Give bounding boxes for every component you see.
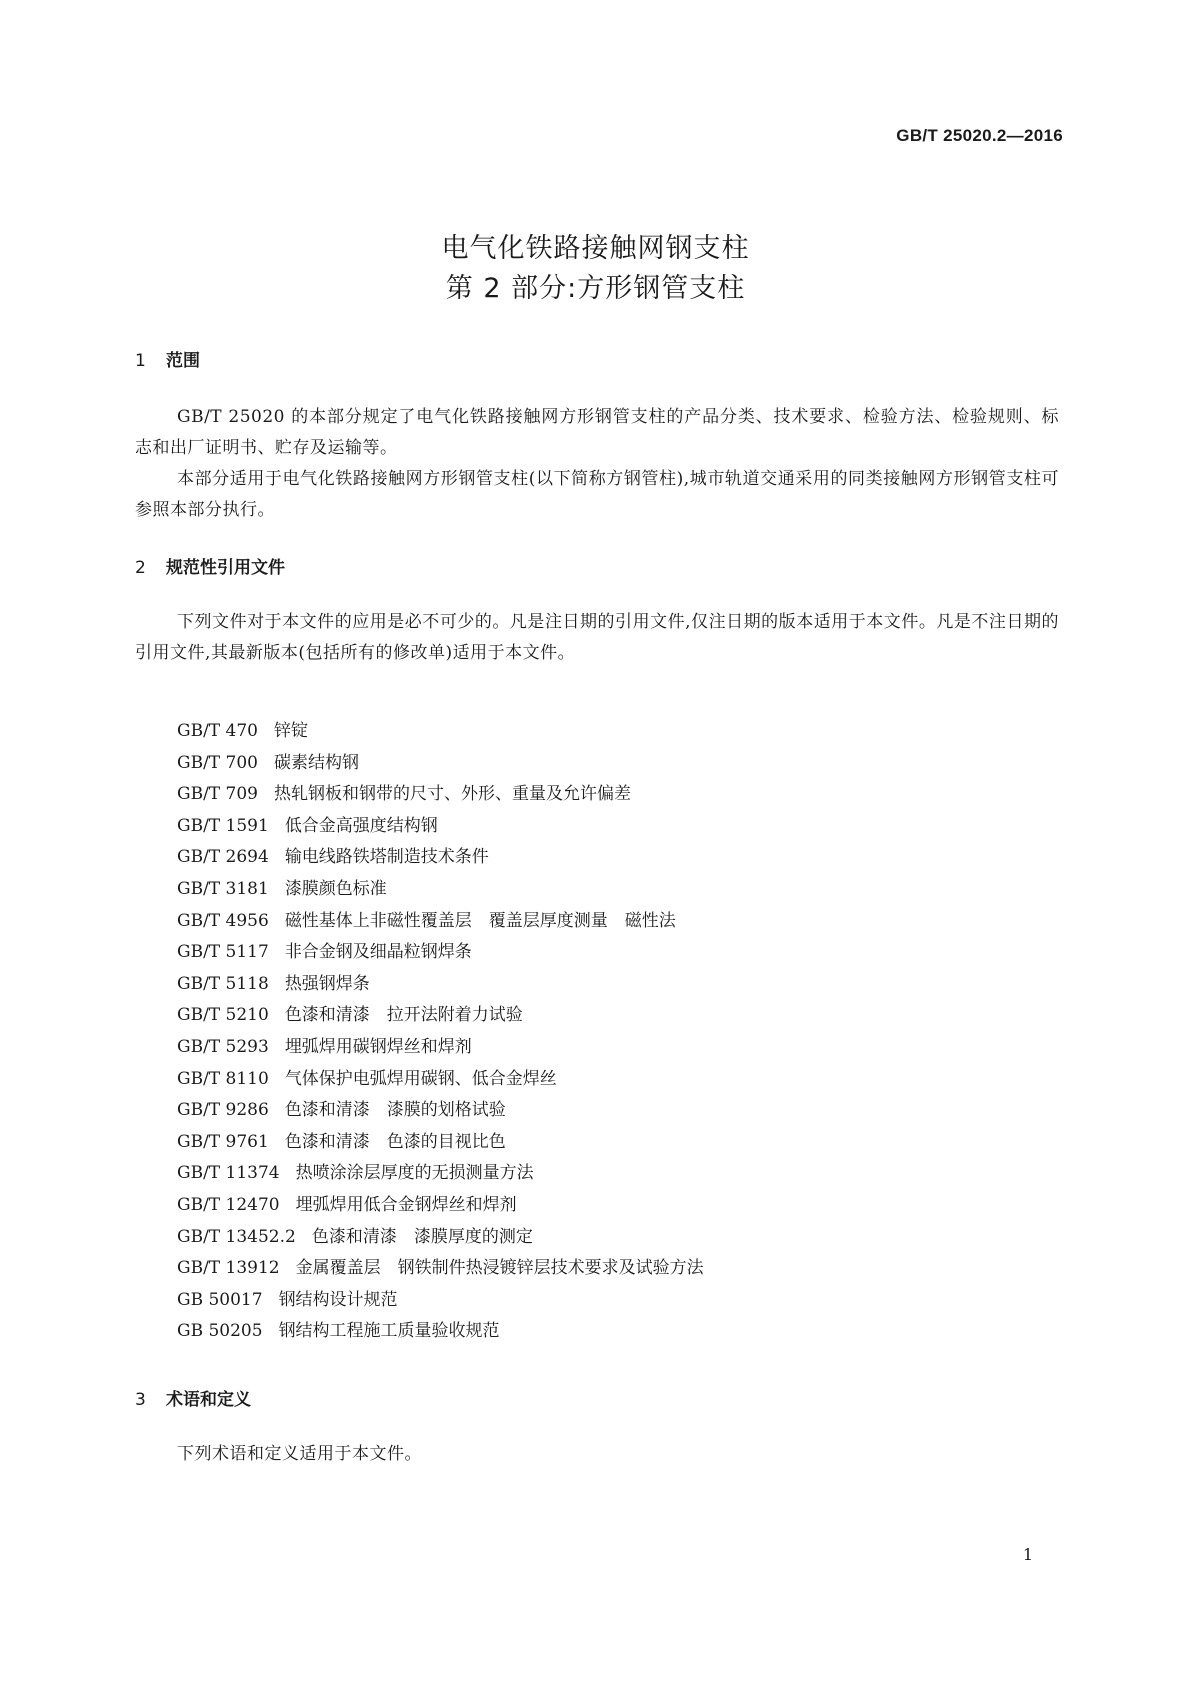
reference-code: GB/T 8110 (177, 1068, 269, 1089)
reference-title: 热强钢焊条 (284, 973, 370, 994)
reference-code: GB/T 11374 (177, 1163, 280, 1184)
section-title: 术语和定义 (166, 1390, 251, 1410)
section-title: 规范性引用文件 (166, 558, 285, 578)
section-number: 2 (135, 558, 146, 578)
reference-item (177, 716, 704, 748)
reference-code: GB/T 5293 (177, 1036, 269, 1057)
references-intro: 下列文件对于本文件的应用是必不可少的。凡是注日期的引用文件,仅注日期的版本适用于本文件。凡是不注日期的引用文件,其最新版本(包括所有的修改单)适用于本文件。 (135, 612, 1059, 663)
section-heading-references (135, 553, 285, 578)
reference-item (177, 1253, 704, 1285)
reference-code: GB/T 13912 (177, 1258, 280, 1279)
page-number: 1 (1022, 1545, 1033, 1564)
section-title: 范围 (166, 351, 200, 371)
standard-code: GB/T 25020.2—2016 (896, 126, 1063, 145)
reference-title: 低合金高强度结构钢 (284, 815, 438, 836)
reference-title: 输电线路铁塔制造技术条件 (284, 847, 489, 868)
reference-code: GB/T 470 (177, 721, 258, 741)
reference-item (177, 1222, 704, 1254)
reference-item (177, 811, 704, 843)
reference-item (177, 748, 704, 780)
reference-item (177, 1190, 704, 1222)
reference-item (177, 1158, 704, 1190)
reference-code: GB/T 709 (177, 784, 258, 805)
reference-code: GB/T 4956 (177, 910, 269, 931)
section-number: 1 (135, 351, 146, 371)
reference-title: 碳素结构钢 (274, 752, 359, 773)
reference-item (177, 1127, 704, 1159)
reference-title: 非合金钢及细晶粒钢焊条 (284, 942, 472, 963)
document-title (0, 229, 1191, 309)
reference-title: 锌锭 (274, 721, 308, 741)
reference-title: 磁性基体上非磁性覆盖层 覆盖层厚度测量 磁性法 (284, 910, 676, 931)
reference-code: GB/T 2694 (177, 847, 269, 868)
reference-code: GB/T 9761 (177, 1131, 269, 1152)
reference-code: GB/T 13452.2 (177, 1226, 296, 1247)
reference-item (177, 1316, 704, 1348)
reference-item (177, 969, 704, 1001)
reference-title: 金属覆盖层 钢铁制件热浸镀锌层技术要求及试验方法 (295, 1258, 704, 1279)
reference-item (177, 1064, 704, 1096)
reference-code: GB 50017 (177, 1289, 263, 1310)
reference-item (177, 1095, 704, 1127)
reference-item (177, 906, 704, 938)
reference-title: 钢结构工程施工质量验收规范 (278, 1321, 500, 1342)
reference-code: GB/T 1591 (177, 815, 269, 836)
reference-title: 钢结构设计规范 (278, 1289, 398, 1310)
reference-code: GB 50205 (177, 1321, 263, 1342)
reference-item (177, 1285, 704, 1317)
reference-title: 色漆和清漆 色漆的目视比色 (284, 1131, 506, 1152)
reference-title: 气体保护电弧焊用碳钢、低合金焊丝 (284, 1068, 557, 1089)
reference-code: GB/T 700 (177, 752, 258, 773)
reference-list (177, 716, 704, 1348)
reference-code: GB/T 3181 (177, 878, 269, 899)
reference-title: 色漆和清漆 拉开法附着力试验 (284, 1005, 523, 1026)
reference-title: 埋弧焊用碳钢焊丝和焊剂 (284, 1036, 472, 1057)
reference-code: GB/T 5117 (177, 942, 269, 963)
terms-intro: 下列术语和定义适用于本文件。 (177, 1444, 422, 1464)
reference-item (177, 842, 704, 874)
scope-paragraph-1: GB/T 25020 的本部分规定了电气化铁路接触网方形钢管支柱的产品分类、技术要求、检验方法、检验规则、标志和出厂证明书、贮存及运输等。 (135, 407, 1059, 458)
title-line-2: 第 2 部分:方形钢管支柱 (445, 273, 746, 304)
section-heading-terms (135, 1385, 251, 1410)
reference-item (177, 1000, 704, 1032)
reference-code: GB/T 5210 (177, 1005, 269, 1026)
reference-title: 热轧钢板和钢带的尺寸、外形、重量及允许偏差 (274, 784, 631, 805)
section-heading-scope (135, 346, 200, 371)
reference-item (177, 937, 704, 969)
scope-paragraph-2: 本部分适用于电气化铁路接触网方形钢管支柱(以下简称方钢管柱),城市轨道交通采用的同类接触网方形钢管支柱可参照本部分执行。 (135, 469, 1059, 520)
reference-item (177, 779, 704, 811)
reference-item (177, 874, 704, 906)
reference-code: GB/T 5118 (177, 973, 269, 994)
reference-title: 色漆和清漆 漆膜的划格试验 (284, 1100, 506, 1121)
reference-code: GB/T 12470 (177, 1194, 280, 1215)
reference-title: 热喷涂涂层厚度的无损测量方法 (295, 1163, 534, 1184)
reference-item (177, 1032, 704, 1064)
title-line-1: 电气化铁路接触网钢支柱 (441, 233, 750, 264)
reference-title: 漆膜颜色标准 (284, 878, 387, 899)
reference-title: 埋弧焊用低合金钢焊丝和焊剂 (295, 1194, 517, 1215)
section-number: 3 (135, 1390, 146, 1410)
reference-code: GB/T 9286 (177, 1100, 269, 1121)
reference-title: 色漆和清漆 漆膜厚度的测定 (311, 1226, 533, 1247)
